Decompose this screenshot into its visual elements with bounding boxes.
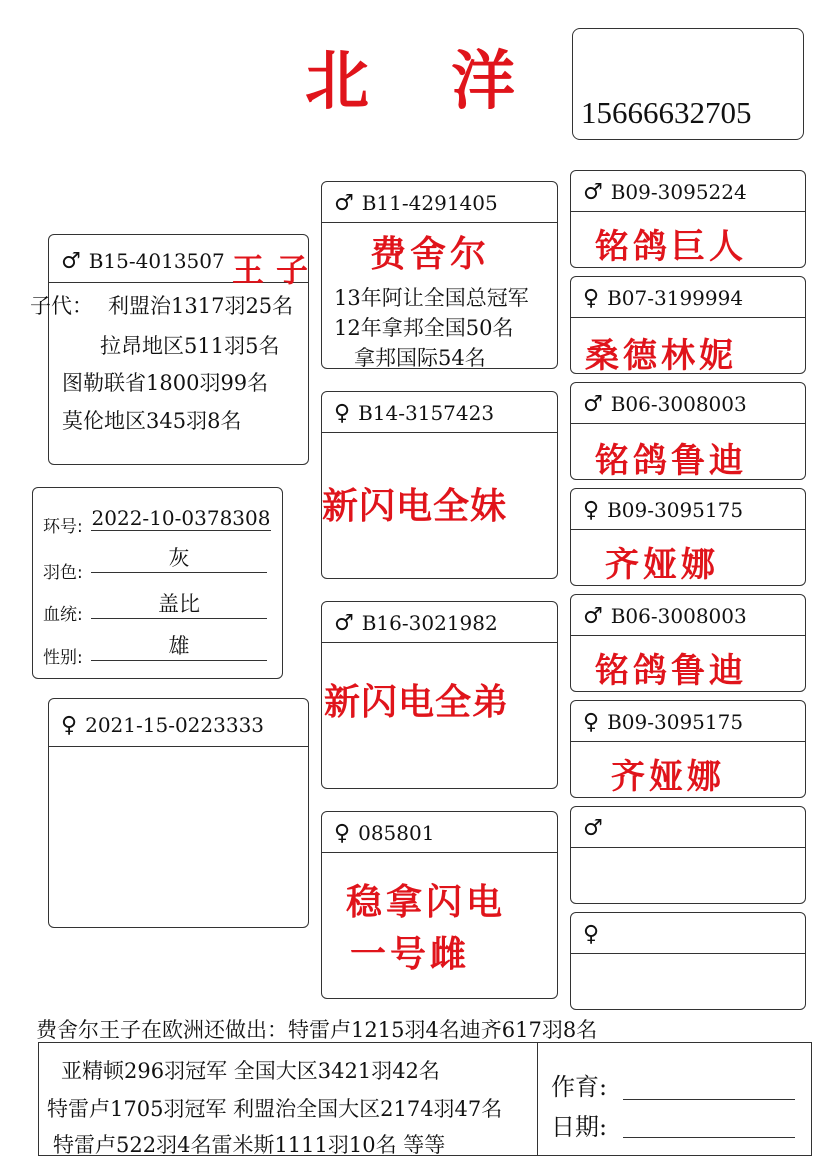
pedigree-header [571,171,805,212]
ring-number: B06-3008003 [610,392,747,416]
female-symbol-icon: ♀ [334,821,351,846]
pigeon-name: 齐娅娜 [611,757,725,797]
color-label: 羽色: [43,563,83,583]
pedigree-header [322,392,557,433]
ring-number: B11-4291405 [361,191,498,215]
ring-number: B07-3199994 [607,286,744,310]
pedigree-box [570,700,806,798]
pedigree-box [321,811,558,999]
male-symbol-icon: ♂ [583,604,603,629]
ring-number: B06-3008003 [610,604,747,628]
offspring-label: 子代： [30,294,93,318]
pedigree-box [570,488,806,586]
pedigree-box [570,170,806,268]
pigeon-name: 铭鸽鲁迪 [595,651,747,691]
pedigree-header [571,807,805,848]
female-symbol-icon: ♀ [583,498,600,523]
male-symbol-icon: ♂ [61,249,81,274]
female-symbol-icon: ♀ [583,710,600,735]
pedigree-box [321,391,558,579]
pigeon-name: 一号雌 [350,934,471,975]
achievement-line: 13年阿让全国总冠军 [334,286,529,310]
ring-number: B16-3021982 [361,611,498,635]
female-symbol-icon: ♀ [583,922,600,947]
pedigree-box [570,912,806,1010]
ring-number: B09-3095224 [610,180,747,204]
pedigree-header [571,701,805,742]
pedigree-header [322,602,557,643]
pedigree-header [322,812,557,853]
ring-number: B14-3157423 [358,401,495,425]
phone-number: 15666632705 [581,95,752,130]
pedigree-box [570,806,806,904]
pigeon-name: 齐娅娜 [605,545,719,585]
pedigree-header [571,277,805,318]
male-symbol-icon: ♂ [334,611,354,636]
pedigree-header [571,913,805,954]
female-symbol-icon: ♀ [61,713,78,738]
pedigree-header [571,489,805,530]
sire-name: 王子 [232,251,321,289]
info-card [32,487,283,679]
footer-headline: 费舍尔王子在欧洲还做出：特雷卢1215羽4名迪齐617羽8名 [36,1018,598,1042]
male-symbol-icon: ♂ [583,392,603,417]
offspring-line: 利盟治1317羽25名 [108,294,294,318]
male-symbol-icon: ♂ [583,816,603,841]
pigeon-name: 铭鸽巨人 [595,227,747,267]
footer-line: 亚精顿296羽冠军 全国大区3421羽42名 [61,1059,440,1083]
achievement-line: 12年拿邦全国50名 [334,316,514,340]
pigeon-name: 新闪电全弟 [324,682,510,723]
male-symbol-icon: ♂ [334,191,354,216]
pigeon-name: 稳拿闪电 [346,882,507,923]
bloodline-label: 血统: [43,605,83,625]
footer-divider [537,1043,538,1155]
female-symbol-icon: ♀ [334,401,351,426]
pedigree-header [322,182,557,223]
pigeon-name: 费舍尔 [370,234,491,275]
ring-number: 085801 [358,821,435,845]
footer-line: 特雷卢1705羽冠军 利盟治全国大区2174羽47名 [47,1097,503,1121]
offspring-line: 图勒联省1800羽99名 [62,371,269,395]
ring-number: B09-3095175 [607,498,744,522]
breeder-line [623,1099,795,1100]
ring-number: B09-3095175 [607,710,744,734]
ring-value: 2022-10-0378308 [91,506,271,530]
breeder-label: 作育: [551,1073,608,1101]
sire-ring: B15-4013507 [88,249,225,273]
offspring-line: 拉昂地区511羽5名 [100,334,280,358]
page-title: 北 洋 [305,45,546,119]
pedigree-header [571,383,805,424]
dam-header [49,699,308,747]
offspring-line: 莫伦地区345羽8名 [62,409,242,433]
pedigree-box [321,601,558,789]
achievement-line: 拿邦国际54名 [354,346,486,370]
pedigree-box [570,382,806,480]
footer-line: 特雷卢522羽4名雷米斯1111羽10名 等等 [53,1133,446,1157]
pedigree-box [570,276,806,374]
date-label: 日期: [551,1113,608,1141]
footer-panel [38,1042,812,1156]
pigeon-name: 桑德林妮 [585,336,737,376]
dam-ring: 2021-15-0223333 [85,713,265,737]
ring-label: 环号: [43,517,83,537]
date-line [623,1137,795,1138]
phone-box [572,28,804,140]
pedigree-header [571,595,805,636]
sex-label: 性别: [43,648,83,668]
bloodline-value: 盖比 [91,588,267,619]
pigeon-name: 铭鸽鲁迪 [595,441,747,481]
pigeon-name: 新闪电全妹 [322,486,508,527]
female-symbol-icon: ♀ [583,286,600,311]
male-symbol-icon: ♂ [583,180,603,205]
pedigree-box [570,594,806,692]
color-value: 灰 [91,542,267,573]
sex-value: 雄 [91,630,267,661]
dam-box [48,698,309,928]
